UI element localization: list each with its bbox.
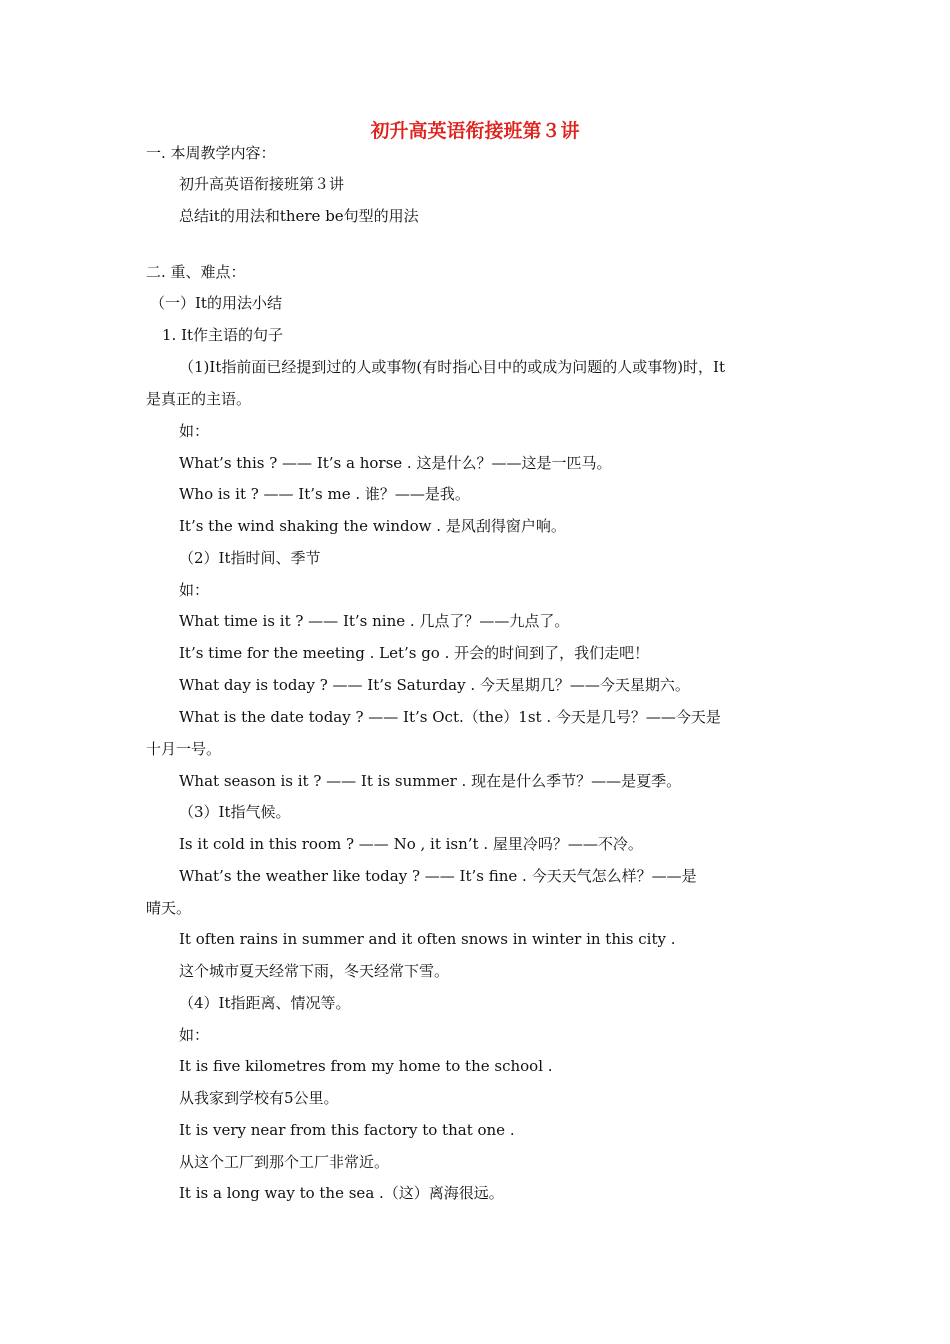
text-line: 这个城市夏天经常下雨，冬天经常下雪。 <box>179 962 450 980</box>
example-line: What season is it ? —— It is summer . 现在是什么季节？——是夏季。 <box>179 772 682 790</box>
text-line: 晴天。 <box>146 899 192 917</box>
subsection-heading: （一）It的用法小结 <box>150 294 282 312</box>
document-title: 初升高英语衔接班第３讲 <box>370 120 580 142</box>
item-heading: （4）It指距离、情况等。 <box>179 994 351 1012</box>
text-line: 如： <box>179 1026 210 1044</box>
example-line: Is it cold in this room ? —— No , it isn’t . 屋里冷吗？——不冷。 <box>179 835 643 853</box>
text-line: 从这个工厂到那个工厂非常近。 <box>179 1153 390 1171</box>
text-line: 如： <box>179 581 210 599</box>
numbered-heading: 1. It作主语的句子 <box>162 326 284 344</box>
text-line: （1)It指前面已经提到过的人或事物(有时指心目中的或成为问题的人或事物)时，It <box>179 358 726 376</box>
example-line: What day is today ? —— It’s Saturday . 今天星期几？——今天星期六。 <box>179 676 690 694</box>
example-line: It is five kilometres from my home to the school . <box>179 1057 553 1075</box>
section-heading-1: 一. 本周教学内容： <box>146 144 276 162</box>
text-line: 初升高英语衔接班第３讲 <box>179 175 345 193</box>
text-line: 从我家到学校有5公里。 <box>179 1089 339 1107</box>
example-line: Who is it ? —— It’s me . 谁？——是我。 <box>179 485 470 503</box>
text-line: 十月一号。 <box>146 740 222 758</box>
example-line: It often rains in summer and it often snows in winter in this city . <box>179 930 676 948</box>
example-line: What’s this ? —— It’s a horse . 这是什么？——这是一匹马。 <box>179 454 612 472</box>
example-line: It’s the wind shaking the window . 是风刮得窗户响。 <box>179 517 566 535</box>
example-line: What’s the weather like today ? —— It’s fine . 今天天气怎么样？——是 <box>179 867 697 885</box>
example-line: It’s time for the meeting . Let’s go . 开会的时间到了，我们走吧！ <box>179 644 650 662</box>
text-line: 如： <box>179 422 210 440</box>
section-heading-2: 二. 重、难点： <box>146 263 246 281</box>
item-heading: （3）It指气候。 <box>179 803 291 821</box>
example-line: What time is it ? —— It’s nine . 几点了？——九点了。 <box>179 612 570 630</box>
example-line: What is the date today ? —— It’s Oct.（the）1st . 今天是几号？——今天是 <box>179 708 721 726</box>
text-line: 是真正的主语。 <box>146 390 252 408</box>
example-line: It is very near from this factory to that one . <box>179 1121 515 1139</box>
item-heading: （2）It指时间、季节 <box>179 549 321 567</box>
text-line: 总结it的用法和there be句型的用法 <box>179 207 419 225</box>
example-line: It is a long way to the sea .（这）离海很远。 <box>179 1184 504 1202</box>
